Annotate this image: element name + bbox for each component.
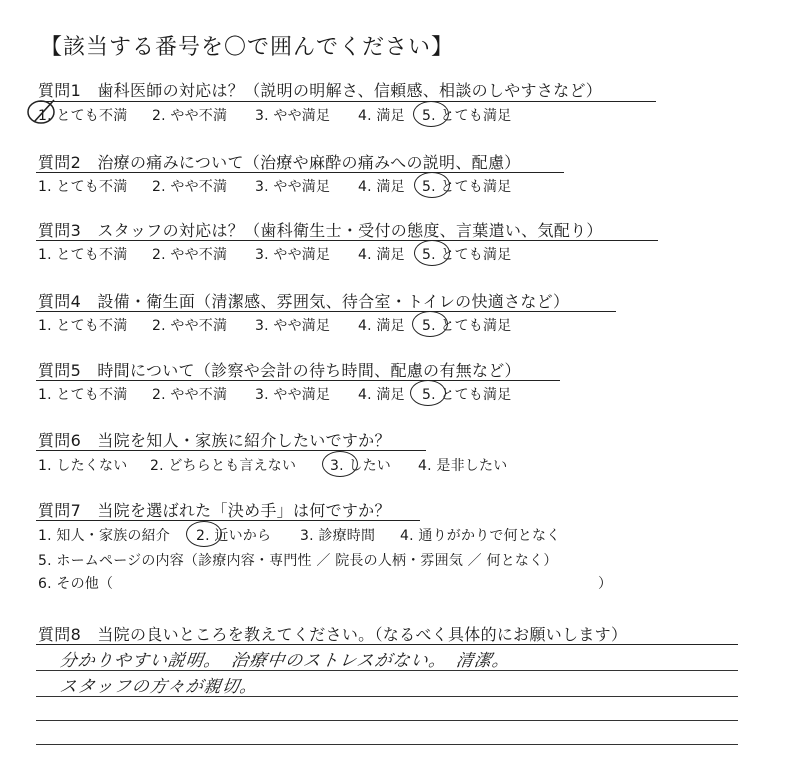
q7-option-5[interactable]: 5. ホームページの内容（診療内容・専門性 ／ 院長の人柄・雰囲気 ／ 何となく）: [38, 553, 558, 569]
q6-option-4[interactable]: 4. 是非したい: [418, 458, 508, 474]
q2-option-5[interactable]: 5. とても満足: [422, 179, 512, 195]
q3-option-4[interactable]: 4. 満足: [358, 247, 405, 263]
q1-option-4[interactable]: 4. 満足: [358, 108, 405, 124]
q2-selection-circle: [414, 172, 450, 198]
q6-option-3[interactable]: 3. したい: [330, 458, 392, 474]
q4-option-4[interactable]: 4. 満足: [358, 318, 405, 334]
question-3-label: 質問3 スタッフの対応は？（歯科衛生士・受付の態度、言葉遣い、気配り）: [38, 221, 603, 240]
q7-option-6-close: ）: [598, 576, 613, 592]
question-3-underline: [36, 240, 658, 241]
q1-cross-mark: [24, 96, 60, 128]
q3-option-3[interactable]: 3. やや満足: [255, 247, 331, 263]
question-6-underline: [36, 450, 426, 451]
q7-option-3[interactable]: 3. 診療時間: [300, 528, 376, 544]
q1-option-2[interactable]: 2. やや不満: [152, 108, 228, 124]
q4-option-3[interactable]: 3. やや満足: [255, 318, 331, 334]
question-6-label: 質問6 当院を知人・家族に紹介したいですか？: [38, 431, 391, 450]
q3-option-5[interactable]: 5. とても満足: [422, 247, 512, 263]
q5-option-2[interactable]: 2. やや不満: [152, 387, 228, 403]
q2-option-4[interactable]: 4. 満足: [358, 179, 405, 195]
page-title: 【該当する番号を〇で囲んでください】: [40, 35, 455, 60]
q1-option-3[interactable]: 3. やや満足: [255, 108, 331, 124]
q2-option-3[interactable]: 3. やや満足: [255, 179, 331, 195]
q4-option-2[interactable]: 2. やや不満: [152, 318, 228, 334]
question-4-label: 質問4 設備・衛生面（清潔感、雰囲気、待合室・トイレの快適さなど）: [38, 292, 570, 311]
q4-option-5[interactable]: 5. とても満足: [422, 318, 512, 334]
q6-option-1[interactable]: 1. したくない: [38, 458, 128, 474]
question-5-label: 質問5 時間について（診察や会計の待ち時間、配慮の有無など）: [38, 361, 521, 380]
answer-rule-2: [36, 696, 738, 697]
q7-option-4[interactable]: 4. 通りがかりで何となく: [400, 528, 561, 544]
q7-option-6[interactable]: 6. その他（: [38, 576, 114, 592]
answer-rule-4: [36, 744, 738, 745]
q3-option-2[interactable]: 2. やや不満: [152, 247, 228, 263]
q1-option-5[interactable]: 5. とても満足: [422, 108, 512, 124]
question-2-label: 質問2 治療の痛みについて（治療や麻酔の痛みへの説明、配慮）: [38, 153, 521, 172]
q7-selection-circle: [186, 521, 222, 547]
q5-option-3[interactable]: 3. やや満足: [255, 387, 331, 403]
q5-selection-circle: [410, 380, 446, 406]
q7-option-2[interactable]: 2. 近いから: [196, 528, 272, 544]
question-5-underline: [36, 380, 560, 381]
q2-option-1[interactable]: 1. とても不満: [38, 179, 128, 195]
question-7-label: 質問7 当院を選ばれた「決め手」は何ですか？: [38, 501, 391, 520]
handwritten-answer-line-1: 分かりやすい説明。 治療中のストレスがない。 清潔。: [58, 651, 512, 671]
q4-option-1[interactable]: 1. とても不満: [38, 318, 128, 334]
question-4-underline: [36, 311, 616, 312]
q1-option-1[interactable]: 1. とても不満: [38, 108, 128, 124]
question-1-label: 質問1 歯科医師の対応は？（説明の明解さ、信頼感、相談のしやすさなど）: [38, 81, 603, 100]
q4-selection-circle: [412, 311, 448, 337]
question-2-underline: [36, 172, 564, 173]
q6-selection-circle: [322, 451, 358, 477]
question-8-label: 質問8 当院の良いところを教えてください。（なるべく具体的にお願いします）: [38, 625, 628, 644]
answer-rule-1: [36, 670, 738, 671]
answer-rule-3: [36, 720, 738, 721]
q5-option-4[interactable]: 4. 満足: [358, 387, 405, 403]
handwritten-answer-line-2: スタッフの方々が親切。: [58, 677, 260, 697]
question-8-underline: [36, 644, 738, 645]
q1-selection-circle: [413, 101, 449, 127]
q5-option-1[interactable]: 1. とても不満: [38, 387, 128, 403]
q5-option-5[interactable]: 5. とても満足: [422, 387, 512, 403]
q3-selection-circle: [414, 240, 450, 266]
question-7-underline: [36, 520, 420, 521]
q6-option-2[interactable]: 2. どちらとも言えない: [150, 458, 297, 474]
q2-option-2[interactable]: 2. やや不満: [152, 179, 228, 195]
q3-option-1[interactable]: 1. とても不満: [38, 247, 128, 263]
q7-option-1[interactable]: 1. 知人・家族の紹介: [38, 528, 171, 544]
question-1-underline: [36, 101, 656, 102]
